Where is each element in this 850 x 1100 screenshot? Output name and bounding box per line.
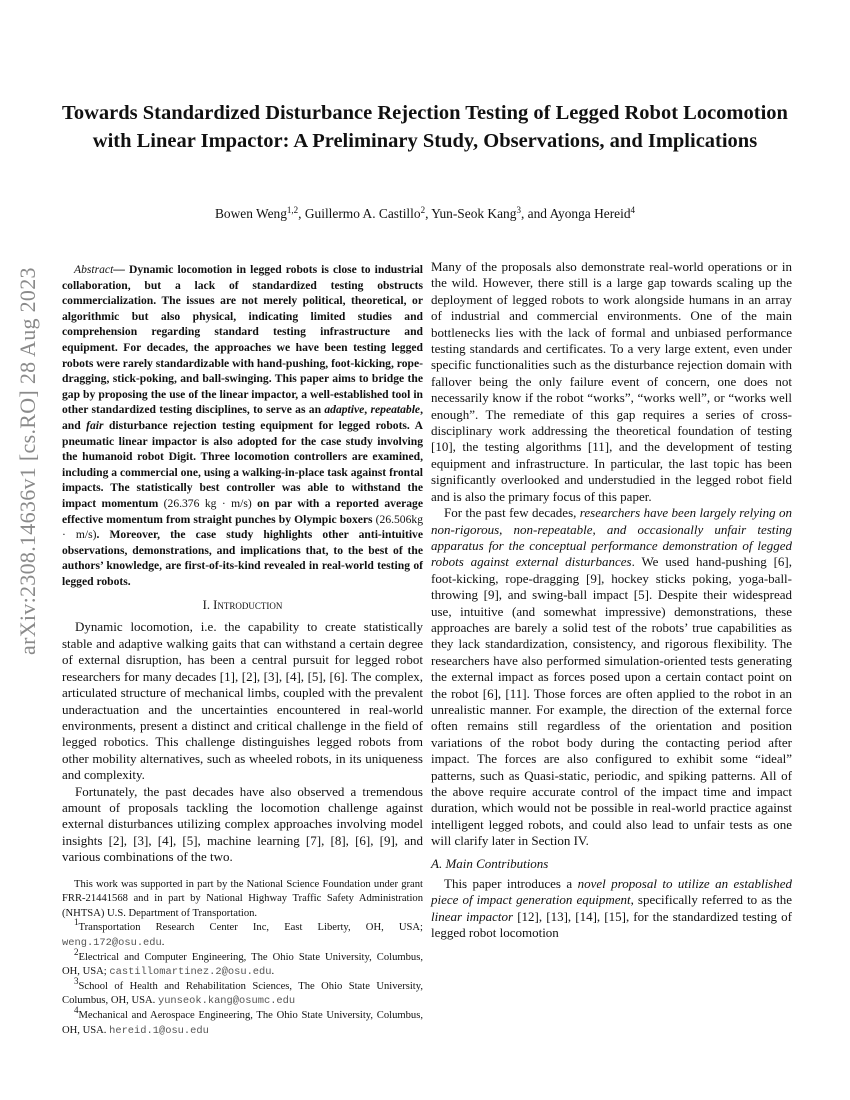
right-column (431, 259, 792, 942)
affiliation-mark: 2 (420, 205, 426, 215)
footnote-mark: 4 (74, 1004, 79, 1015)
affiliation-mark: 3 (516, 205, 521, 215)
affiliation-mark: 4 (630, 205, 636, 215)
author: Bowen Weng (214, 206, 287, 221)
abstract-emphasis: fair (86, 418, 104, 432)
email-link[interactable]: hereid.1@osu.edu (109, 1024, 209, 1037)
footnote-text: Electrical and Computer Engineering, The Ohio State University, Columbus, OH, USA; (62, 951, 423, 978)
email-link[interactable]: yunseok.kang@osumc.edu (157, 995, 296, 1008)
abstract-dash: — (113, 263, 129, 276)
abstract-text: Dynamic locomotion in legged robots is close to industrial collaboration, but a lack of standardized testing obstructs commercialization. The issues are not merely political, theoretical, or algorithmic but also physical, indicating limited studies and comprehension regarding standard testing infrastructure and equipment. For decades, the approaches we have been testing legged robots were rarely standardizable with hand-pushing, foot-kicking, rope-dragging, stick-poking, and ball-swinging. This paper aims to bridge the gap by proposing the use of the linear impactor, a well-established tool in other standardized testing disciplines, to serve as an (62, 263, 423, 417)
footnote-text: Mechanical and Aerospace Engineering, The Ohio State University, Columbus, OH, USA. (62, 1009, 423, 1036)
footnote-period: . (271, 966, 275, 978)
section-heading: I. Introduction (202, 598, 283, 613)
footnote-mark: 3 (74, 975, 79, 986)
footnote-text: School of Health and Rehabilitation Sciences, The Ohio State University, Columbus, OH, USA. (62, 980, 423, 1007)
affiliation-mark: 1,2 (286, 205, 299, 215)
footnote-mark: 1 (74, 917, 79, 928)
abstract-text: , (364, 403, 371, 417)
author-separator: , (298, 206, 305, 221)
abstract-text: disturbance rejection testing equipment for legged robots. A pneumatic linear impactor is also adopted for the case study involving the humanoid robot Digit. Three locomotion controllers are examined, including a commercial one, using a walking-in-place task against frontal impacts. The statistically best controller was able to withstand the impact momentum (62, 418, 424, 510)
abstract-text: , and (62, 403, 423, 432)
footnotes (62, 866, 423, 1039)
author: Ayonga Hereid (549, 206, 631, 221)
author-separator: , (425, 206, 432, 221)
subsection-heading: A. Main Contributions (431, 855, 549, 871)
body-text: , specifically referred to as the (630, 892, 792, 908)
body-emphasis: novel proposal to utilize an established piece of impact generation equipment (431, 876, 793, 908)
body-paragraph (431, 876, 792, 942)
body-text: [12], [13], [14], [15], for the standardized testing of legged robot locomotion (431, 908, 792, 941)
body-emphasis: researchers have been largely relying on non-rigorous, non-repeatable, and occasionally unfair testing apparatus for the conceptual performance demonstration of legged robots against external disturbances (431, 505, 792, 570)
footnote-period: . (161, 936, 165, 948)
arxiv-identifier: arXiv:2308.14636v1 [cs.RO] 28 Aug 2023 (15, 267, 40, 655)
abstract-math: (26.376 kg · m/s) (163, 496, 252, 510)
intro-paragraph: Dynamic locomotion, i.e. the capability to create statistically stable and adaptive walking gaits that can withstand a certain degree of external disruption, has been a central pursuit for legged robot researchers for many decades [1], [2], [3], [4], [5], [6]. The complex, articulated structure of mechanical limbs, coupled with the prevalent underactuation and the uncertainties encountered in real-world environments, present a distinct and critical challenge in the field of legged robotics. This challenge distinguishes legged robots from other mobility alternatives, such as wheeled robots, in its uniqueness and complexity. (62, 619, 423, 783)
email-link[interactable]: castillomartinez.2@osu.edu (109, 966, 272, 979)
abstract-emphasis: repeatable (370, 403, 421, 417)
abstract-label: Abstract (74, 263, 114, 276)
body-text: . We used hand-pushing [6], foot-kicking, rope-dragging [9], hockey sticks poking, yoga-ball-throwing [9], and swing-ball impact [5]. Despite their widespread use, intuitive (and somewhat impressive) demonstrations, these approaches are barely a solid test of the robots’ true capabilities as they lack standardization, consistency, and rigorous flexibility. The researchers have also performed simulation-oriented tests generating the external impact as forces posed upon a certain contact point on the robot [6], [11]. Those forces are often applied to the robot in an unrealistic manner. For example, the direction of the external force often remains still regardless of the orientation and position variations of the robot body during the contacting period after impact. The forces are also configured to exhibit some “ideal” patterns, such as Quasi-static, periodic, and spiking patterns. All of the above require accurate control of the impact time and impact duration, which would not be possible in real-world practice against intelligent legged robots, and could also lead to unfair tests as one will clarify later in Section IV. (431, 554, 792, 849)
footnote (62, 975, 423, 1009)
footnote (62, 946, 423, 980)
author-list (60, 206, 790, 222)
body-emphasis: linear impactor (431, 908, 514, 924)
body-paragraph (431, 505, 792, 850)
author-separator: , and (520, 206, 550, 221)
body-text: This paper introduces a (444, 876, 578, 892)
footnote (62, 1004, 423, 1038)
abstract-text: on par with a reported average effective momentum from straight punches by Olympic boxers (62, 496, 423, 526)
body-paragraph: Many of the proposals also demonstrate real-world operations or in the wild. However, there still is a large gap towards scaling up the deployment of legged robots to work alongside humans in an array of industrial and commercial environments. One of the main bottlenecks lies with the lack of formal and unbiased performance testing standards and certificates. To a very large extent, even under specific functionalities such as the disturbance rejection domain with fallover being the only failure event of concern, one does not necessarily know if the robot “works”, “works well”, or “works well enough”. The remediate of this gap requires a series of cross-disciplinary work addressing the theoretical foundation of testing [10], the testing algorithms [11], and the development of testing equipment and infrastructure. In particular, the last topic has been significantly overlooked and understudied in the legged robot field and is also the primary focus of this paper. (431, 259, 792, 504)
author: Guillermo A. Castillo (304, 206, 421, 221)
intro-paragraph: Fortunately, the past decades have also observed a tremendous amount of proposals tackling the locomotion challenge against external disturbances utilizing complex approaches involving model insights [2], [3], [4], [5], machine learning [7], [8], [6], [9], and various combinations of the two. (62, 783, 423, 865)
paper-title: Towards Standardized Disturbance Rejection Testing of Legged Robot Locomotion with Linear Impactor: A Preliminary Study, Observations, and Implications (62, 102, 788, 152)
abstract-emphasis: adaptive (324, 403, 365, 417)
funding-note: This work was supported in part by the National Science Foundation under grant FRR-21441568 and in part by National Highway Traffic Safety Administration (NHTSA) U.S. Department of Transportation. (62, 878, 423, 919)
footnote-mark: 2 (74, 946, 79, 957)
abstract (62, 262, 423, 589)
email-link[interactable]: weng.172@osu.edu (62, 936, 162, 949)
left-column (62, 262, 423, 1038)
author: Yun-Seok Kang (431, 206, 517, 221)
footnote (62, 917, 423, 950)
abstract-text: . Moreover, the case study highlights other anti-intuitive observations, demonstrations, and implications that, to the best of the authors’ knowledge, are first-of-its-kind revealed in real-world testing of legged robots. (62, 528, 424, 588)
body-text: For the past few decades, (444, 505, 580, 521)
abstract-math: (26.506kg · m/s) (62, 512, 423, 542)
footnote-text: Transportation Research Center Inc, East Liberty, OH, USA; (78, 922, 423, 934)
